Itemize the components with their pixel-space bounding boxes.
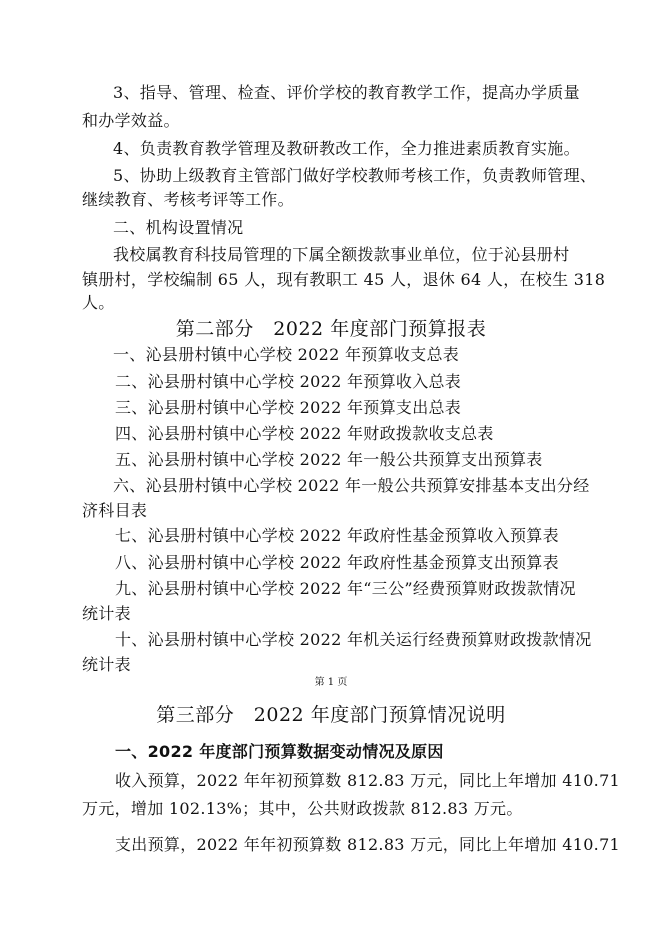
report-list-item-continued: 统计表: [82, 655, 131, 674]
duty-3-line-2: 和办学效益。: [82, 111, 180, 130]
report-list-item: 一、沁县册村镇中心学校 2022 年预算收支总表: [113, 345, 460, 364]
section-2-title: 二、机构设置情况: [113, 218, 244, 237]
duty-3-line-1: 3、指导、管理、检查、评价学校的教育教学工作，提高办学质量: [113, 83, 580, 102]
expense-budget-line-1: 支出预算，2022 年年初预算数 812.83 万元，同比上年增加 410.71: [115, 835, 621, 854]
report-list-item: 三、沁县册村镇中心学校 2022 年预算支出总表: [115, 398, 462, 417]
report-list-item: 六、沁县册村镇中心学校 2022 年一般公共预算安排基本支出分经: [113, 476, 590, 495]
income-budget-line-1: 收入预算，2022 年年初预算数 812.83 万元，同比上年增加 410.71: [115, 771, 621, 790]
duty-4: 4、负责教育教学管理及教研教改工作，全力推进素质教育实施。: [113, 139, 580, 158]
report-list-item: 四、沁县册村镇中心学校 2022 年财政拨款收支总表: [115, 424, 494, 443]
report-list-item: 十、沁县册村镇中心学校 2022 年机关运行经费预算财政拨款情况: [115, 630, 592, 649]
income-budget-line-2: 万元，增加 102.13%；其中，公共财政拨款 812.83 万元。: [82, 799, 523, 818]
org-description-line-2: 镇册村，学校编制 65 人，现有教职工 45 人，退休 64 人，在校生 318: [82, 270, 606, 289]
report-list-item-continued: 统计表: [82, 604, 131, 623]
report-list-item: 七、沁县册村镇中心学校 2022 年政府性基金预算收入预算表: [115, 526, 559, 545]
report-list-item: 五、沁县册村镇中心学校 2022 年一般公共预算支出预算表: [115, 450, 543, 469]
org-description-line-1: 我校属教育科技局管理的下属全额拨款事业单位，位于沁县册村: [113, 245, 570, 264]
duty-5-line-1: 5、协助上级教育主管部门做好学校教师考核工作，负责教师管理、: [113, 166, 597, 185]
org-description-line-3: 人。: [82, 293, 115, 312]
page-number: 第 1 页: [314, 677, 348, 688]
report-list-item: 八、沁县册村镇中心学校 2022 年政府性基金预算支出预算表: [115, 553, 559, 572]
section-subheading: 一、2022 年度部门预算数据变动情况及原因: [115, 742, 444, 761]
part-2-heading: 第二部分 2022 年度部门预算报表: [175, 318, 487, 340]
report-list-item: 九、沁县册村镇中心学校 2022 年“三公”经费预算财政拨款情况: [115, 579, 576, 598]
duty-5-line-2: 继续教育、考核考评等工作。: [82, 190, 294, 209]
report-list-item: 二、沁县册村镇中心学校 2022 年预算收入总表: [115, 372, 462, 391]
report-list-item-continued: 济科目表: [82, 501, 148, 520]
part-3-heading: 第三部分 2022 年度部门预算情况说明: [156, 704, 506, 726]
